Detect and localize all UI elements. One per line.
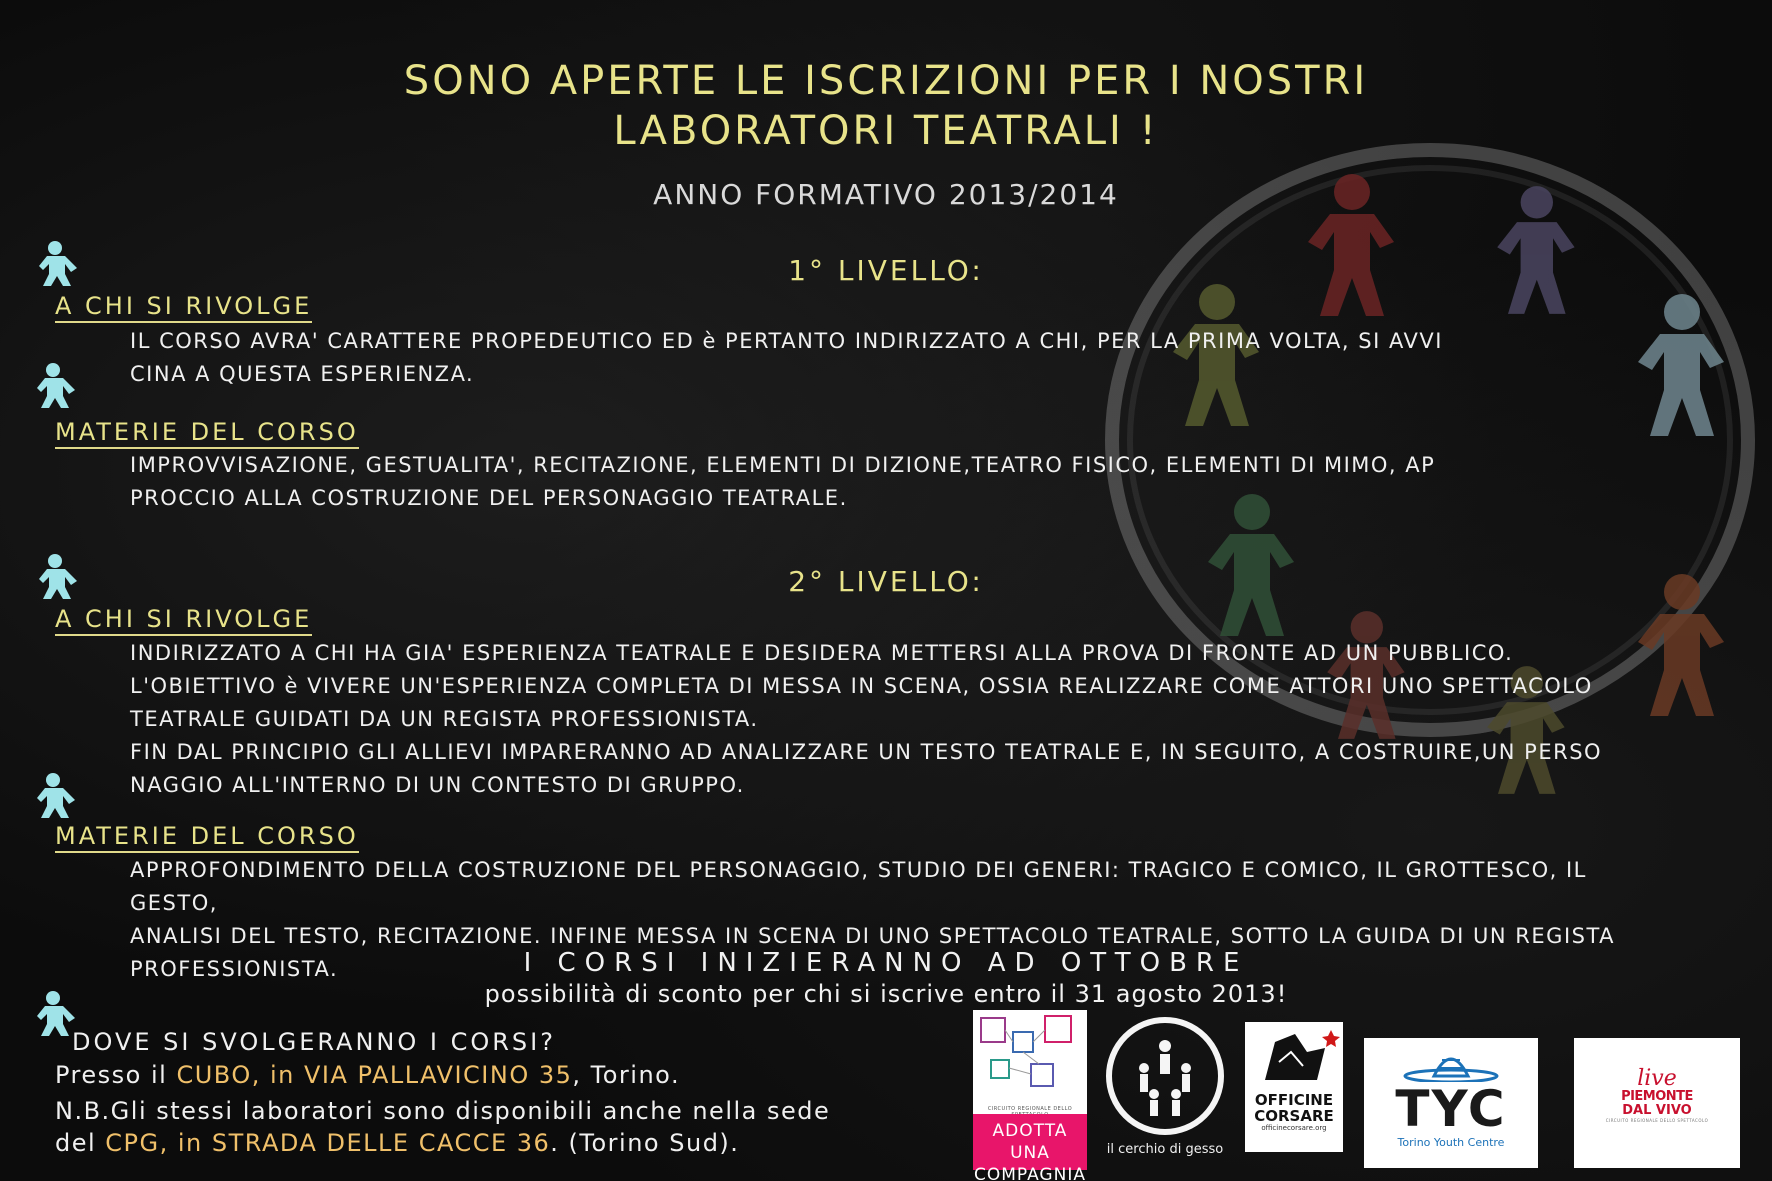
cerchio-figures-icon — [1104, 1008, 1226, 1138]
adotta-una-compagnia-logo — [973, 1010, 1087, 1181]
officine-line-2: CORSARE — [1254, 1107, 1334, 1125]
kid-bullet-icon — [36, 362, 78, 408]
text: . (Torino Sud). — [550, 1129, 740, 1157]
piemonte-caption: CIRCUITO REGIONALE DELLO SPETTACOLO — [1605, 1118, 1709, 1123]
adotta-small-caption: CIRCUITO REGIONALE DELLO — [987, 1106, 1073, 1112]
adotta-squares-icon — [973, 1010, 1087, 1106]
text: Presso il — [55, 1061, 177, 1089]
level-1-audience-heading: A CHI SI RIVOLGE — [55, 292, 312, 323]
level-2-title: 2° LIVELLO: — [788, 565, 984, 598]
text-line: INDIRIZZATO A CHI HA GIA' ESPERIENZA TEATRALE E DESIDERA METTERSI ALLA PROVA DI FRONTE AD UN PUBBLICO. — [130, 641, 1514, 665]
piemonte-word: PIEMONTE — [1621, 1089, 1693, 1104]
text-line: L'OBIETTIVO è VIVERE UN'ESPERIENZA COMPLETA DI MESSA IN SCENA, OSSIA REALIZZARE COME ATTORI UNO SPETTACOLO — [130, 674, 1593, 698]
kid-bullet-icon — [38, 553, 80, 599]
text: , Torino. — [572, 1061, 681, 1089]
text-line: NAGGIO ALL'INTERNO DI UN CONTESTO DI GRUPPO. — [130, 773, 745, 797]
adotta-main-label: ADOTTA UNA COMPAGNIA — [973, 1114, 1087, 1170]
il-cerchio-di-gesso-logo — [1104, 1008, 1226, 1168]
level-2-subjects-heading: MATERIE DEL CORSO — [55, 822, 359, 853]
text-line: IL CORSO AVRA' CARATTERE PROPEDEUTICO ED è PERTANTO INDIRIZZATO A CHI, PER LA PRIMA VOLTA, SI AVVI — [130, 329, 1443, 353]
text-line: PROCCIO ALLA COSTRUZIONE DEL PERSONAGGIO TEATRALE. — [130, 486, 848, 510]
officine-url: officinecorsare.org — [1261, 1124, 1327, 1132]
level-1-title: 1° LIVELLO: — [788, 254, 984, 287]
cerchio-label: il cerchio di gesso — [1106, 1142, 1224, 1157]
level-1-subjects-heading: MATERIE DEL CORSO — [55, 418, 359, 449]
kid-bullet-icon — [38, 240, 80, 286]
text-line: FIN DAL PRINCIPIO GLI ALLIEVI IMPARERANNO AD ANALIZZARE UN TESTO TEATRALE E, IN SEGUITO, A COSTRUIRE,UN PERSO — [130, 740, 1603, 764]
officine-line-1: OFFICINE — [1254, 1091, 1334, 1109]
headline-line-2: LABORATORI TEATRALI ! — [613, 108, 1159, 154]
venue-cubo: CUBO, in VIA PALLAVICINO 35 — [176, 1061, 573, 1089]
text: del — [55, 1129, 106, 1157]
text-line: PROFESSIONISTA. — [130, 957, 339, 981]
text-line: TEATRALE GUIDATI DA UN REGISTA PROFESSIONISTA. — [130, 707, 759, 731]
location-line-2: N.B.Gli stessi laboratori sono disponibili anche nella sede — [55, 1097, 831, 1125]
officine-ship-icon — [1245, 1022, 1343, 1092]
text-line: ANALISI DEL TESTO, RECITAZIONE. INFINE MESSA IN SCENA DI UNO SPETTACOLO TEATRALE, SOTTO LA GUIDA DI UN REGISTA — [130, 924, 1616, 948]
text-line: IMPROVVISAZIONE, GESTUALITA', RECITAZIONE, ELEMENTI DI DIZIONE,TEATRO FISICO, ELEMENTI DI MIMO, AP — [130, 453, 1436, 477]
location-line-1 — [55, 1058, 680, 1092]
level-1-audience-text — [130, 325, 1670, 391]
early-discount-notice: possibilità di sconto per chi si iscrive entro il 31 agosto 2013! — [484, 980, 1288, 1008]
text-line: APPROFONDIMENTO DELLA COSTRUZIONE DEL PERSONAGGIO, STUDIO DEI GENERI: TRAGICO E COMICO, IL GROTTESCO, IL GESTO, — [130, 858, 1587, 915]
academic-year: ANNO FORMATIVO 2013/2014 — [653, 178, 1119, 211]
location-question: DOVE SI SVOLGERANNO I CORSI? — [72, 1028, 556, 1056]
tyc-main-label: TYC — [1395, 1080, 1507, 1138]
piemonte-live: live — [1637, 1066, 1677, 1091]
level-2-audience-heading: A CHI SI RIVOLGE — [55, 605, 312, 636]
tyc-dome-icon — [1364, 1038, 1538, 1082]
text-line: CINA A QUESTA ESPERIENZA. — [130, 362, 475, 386]
venue-cpg: CPG, in STRADA DELLE CACCE 36 — [105, 1129, 551, 1157]
headline-line-1: SONO APERTE LE ISCRIZIONI PER I NOSTRI — [403, 58, 1369, 104]
piemonte-dal-vivo-logo — [1574, 1038, 1740, 1168]
tyc-logo — [1364, 1038, 1538, 1168]
level-1-subjects-text — [130, 449, 1670, 515]
tyc-subtitle: Torino Youth Centre — [1397, 1136, 1505, 1149]
location-line-3 — [55, 1126, 739, 1160]
dal-vivo-word: DAL VIVO — [1622, 1103, 1692, 1118]
kid-bullet-icon — [36, 772, 78, 818]
level-2-audience-text — [130, 637, 1670, 802]
officine-corsare-logo — [1245, 1022, 1343, 1152]
course-start-notice: I CORSI INIZIERANNO AD OTTOBRE — [523, 948, 1249, 978]
